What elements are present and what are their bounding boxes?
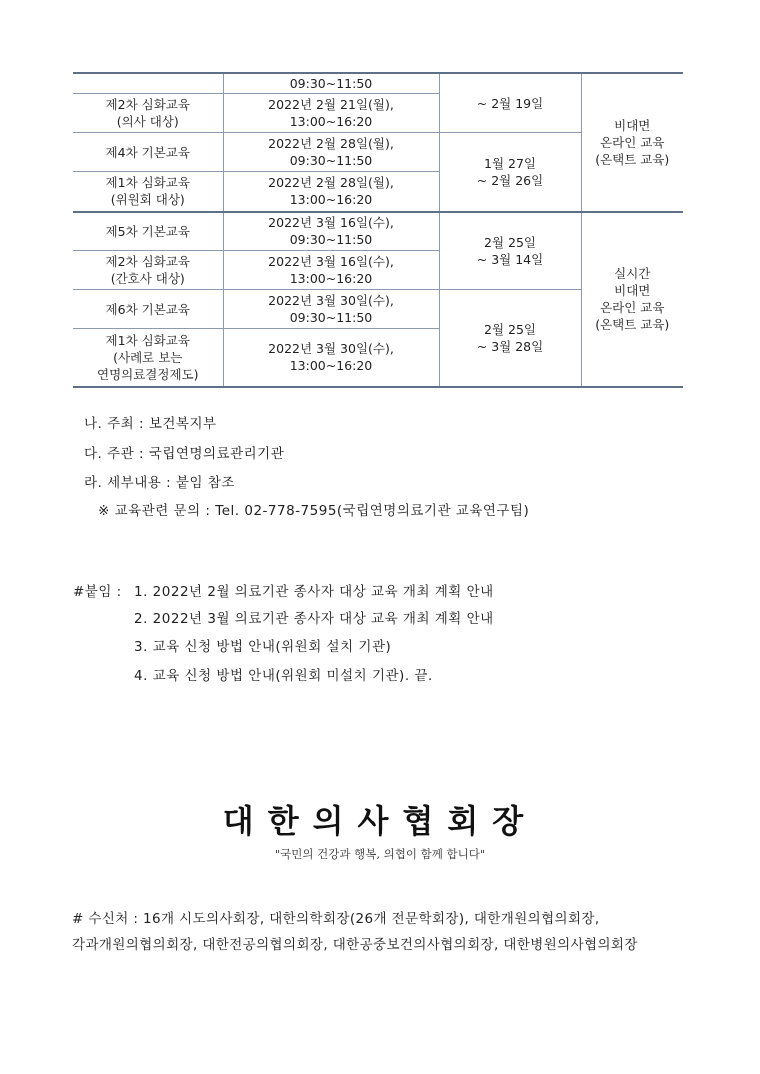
- date-text: 2022년 2월 28일(월),: [268, 175, 394, 191]
- course-target: (의사 대상): [116, 114, 179, 129]
- method-cell: [581, 73, 683, 212]
- recipients-list: # 수신처 : 16개 시도의사회장, 대한의학회장(26개 전문학회장), 대한개원의협의회장, 각과개원의협의회장, 대한전공의협의회장, 대한공중보건의사협의회장, 대한병원의사협의회장: [72, 911, 638, 953]
- period-text: ~ 2월 19일: [476, 95, 544, 111]
- time-text: 13:00~16:20: [289, 114, 373, 129]
- method-cell: [581, 212, 683, 387]
- period-cell: [439, 212, 581, 290]
- course-target: 연명의료결정제도): [97, 366, 199, 382]
- time-text: 09:30~11:50: [289, 76, 373, 91]
- table-cell: [223, 73, 439, 94]
- signature-title: 대한의사협회장: [222, 802, 538, 840]
- attachment-item: 2. 2022년 3월 의료기관 종사자 대상 교육 개최 계획 안내: [134, 611, 494, 627]
- date-time-cell: [223, 251, 439, 290]
- method-text: 비대면: [614, 117, 651, 133]
- time-text: 09:30~11:50: [289, 153, 373, 168]
- date-time-cell: [223, 212, 439, 251]
- course-target: (위원회 대상): [110, 192, 185, 208]
- course-target: (사례로 보는: [113, 349, 183, 365]
- period-text: ~ 2월 26일: [476, 172, 544, 188]
- period-text: 2월 25일: [484, 234, 536, 250]
- time-text: 13:00~16:20: [289, 358, 373, 374]
- course-name-cell: [73, 94, 223, 133]
- attachment-item: 4. 교육 신청 방법 안내(위원회 미설치 기관). 끝.: [134, 668, 433, 684]
- period-text: 2월 25일: [484, 321, 536, 337]
- method-text: 실시간: [614, 266, 651, 281]
- education-schedule-table: [73, 72, 683, 388]
- signature-motto: "국민의 건강과 행복, 의협이 함께 합니다": [274, 847, 486, 861]
- course-name: 제1차 심화교육: [105, 332, 190, 348]
- period-text: ~ 3월 14일: [476, 251, 544, 267]
- course-name-cell: [73, 251, 223, 290]
- date-time-cell: [223, 172, 439, 212]
- info-organizer: 다. 주관 : 국립연명의료관리기관: [84, 446, 285, 462]
- course-name-cell: [73, 133, 223, 172]
- method-text: (온택트 교육): [595, 317, 670, 332]
- date-time-cell: [223, 94, 439, 133]
- course-name-cell: [73, 172, 223, 212]
- time-text: 09:30~11:50: [289, 310, 373, 325]
- course-name-cell: [73, 212, 223, 251]
- course-name-cell: [73, 290, 223, 329]
- date-text: 2022년 3월 16일(수),: [268, 254, 394, 269]
- info-details: 라. 세부내용 : 붙임 참조: [84, 475, 235, 491]
- course-name: 제4차 기본교육: [105, 144, 190, 160]
- date-time-cell: [223, 329, 439, 387]
- method-text: 비대면: [614, 283, 651, 298]
- time-text: 13:00~16:20: [289, 271, 373, 286]
- date-text: 2022년 3월 30일(수),: [268, 293, 394, 308]
- period-cell: [439, 133, 581, 212]
- date-text: 2022년 3월 30일(수),: [268, 341, 394, 357]
- info-host: 나. 주최 : 보건복지부: [84, 416, 217, 432]
- date-time-cell: [223, 290, 439, 329]
- date-text: 2022년 3월 16일(수),: [268, 215, 394, 231]
- attachment-label: #붙임 :: [73, 584, 122, 600]
- time-text: 09:30~11:50: [289, 232, 373, 248]
- period-cell: [439, 73, 581, 133]
- method-text: 온라인 교육: [600, 134, 665, 150]
- table-cell: [73, 73, 223, 94]
- time-text: 13:00~16:20: [289, 192, 373, 208]
- period-cell: [439, 290, 581, 387]
- course-name: 제5차 기본교육: [105, 223, 190, 239]
- course-name: 제1차 심화교육: [105, 175, 190, 191]
- table-row: [73, 212, 683, 251]
- course-target: (간호사 대상): [110, 271, 185, 286]
- method-text: (온택트 교육): [595, 151, 670, 167]
- course-name: 제2차 심화교육: [105, 254, 190, 269]
- period-text: ~ 3월 28일: [476, 338, 544, 354]
- attachment-item: 1. 2022년 2월 의료기관 종사자 대상 교육 개최 계획 안내: [134, 584, 494, 600]
- course-name-cell: [73, 329, 223, 387]
- date-text: 2022년 2월 28일(월),: [268, 136, 394, 151]
- period-text: 1월 27일: [484, 155, 536, 171]
- table-row: [73, 73, 683, 94]
- attachment-item: 3. 교육 신청 방법 안내(위원회 설치 기관): [134, 639, 392, 655]
- date-text: 2022년 2월 21일(월),: [268, 97, 394, 112]
- info-contact: ※ 교육관련 문의 : Tel. 02-778-7595(국립연명의료기관 교육연구팀): [98, 503, 530, 519]
- date-time-cell: [223, 133, 439, 172]
- method-text: 온라인 교육: [600, 300, 665, 315]
- course-name: 제2차 심화교육: [105, 97, 190, 112]
- course-name: 제6차 기본교육: [105, 301, 190, 317]
